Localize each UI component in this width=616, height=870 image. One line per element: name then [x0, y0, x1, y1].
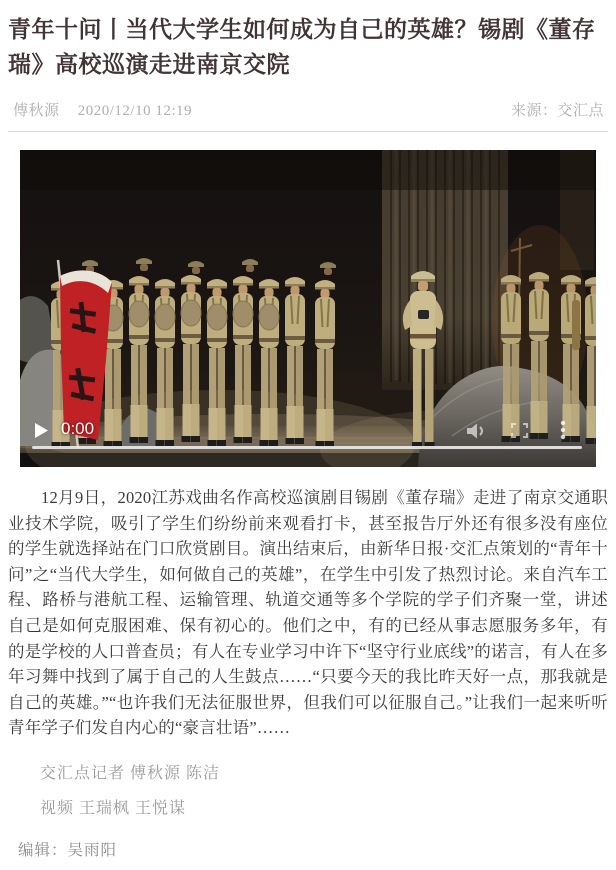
video-credit: 视频 王瑞枫 王悦谋 — [40, 799, 187, 817]
video-progress-bar[interactable] — [32, 446, 582, 449]
article-body: 12月9日，2020江苏戏曲名作高校巡演剧目锡剧《董存瑞》走进了南京交通职业技术学院，吸引了学生们纷纷前来观看打卡，甚至报告厅外还有很多没有座位的学生就选择站在门口欣赏剧目。演出结束后，由新华日报·交汇点策划的“青年十问”之“当代大学生，如何做自己的英雄”，在学生中引发了热烈讨论。来自汽车工程、路桥与港航工程、运输管理、轨道交通等多个学院的学子们齐聚一堂，讲述自己是如何克服困难、保有初心的。他们之中，有的已经从事志愿服务多年，有的是学校的人口普查员；有人在专业学习中许下“坚守行业底线”的诺言，有人在多年习舞中找到了属于自己的人生鼓点……“只要今天的我比昨天好一点，那我就是自己的英雄。”“也许我们无法征服世界，但我们可以征服自己。”让我们一起来听听青年学子们发自内心的“豪言壮语”…… — [8, 488, 608, 738]
header-divider — [8, 131, 608, 132]
publish-datetime: 2020/12/10 12:19 — [77, 103, 193, 119]
source-label: 来源：交汇点 — [510, 103, 604, 119]
volume-icon — [467, 423, 487, 439]
article-title: 青年十问丨当代大学生如何成为自己的英雄？锡剧《董存瑞》高校巡演走进南京交院 — [8, 17, 596, 77]
volume-button[interactable] — [467, 423, 487, 439]
fullscreen-button[interactable] — [511, 423, 528, 438]
author-name: 傅秋源 — [13, 103, 60, 119]
byline — [8, 99, 608, 120]
overflow-menu-icon — [560, 420, 566, 440]
author-and-date — [13, 99, 192, 120]
video-player[interactable] — [20, 150, 596, 467]
credits-block — [8, 764, 608, 818]
editor-credit: 编辑：吴雨阳 — [18, 841, 118, 859]
current-time: 0:00 — [61, 419, 95, 438]
video-poster-frame — [20, 150, 596, 467]
play-button[interactable] — [35, 423, 48, 438]
reporter-credit: 交汇点记者 傅秋源 陈洁 — [40, 764, 221, 782]
fullscreen-icon — [511, 423, 528, 438]
play-icon — [35, 423, 48, 438]
rifle — [572, 300, 580, 350]
overflow-menu-button[interactable] — [560, 420, 566, 440]
